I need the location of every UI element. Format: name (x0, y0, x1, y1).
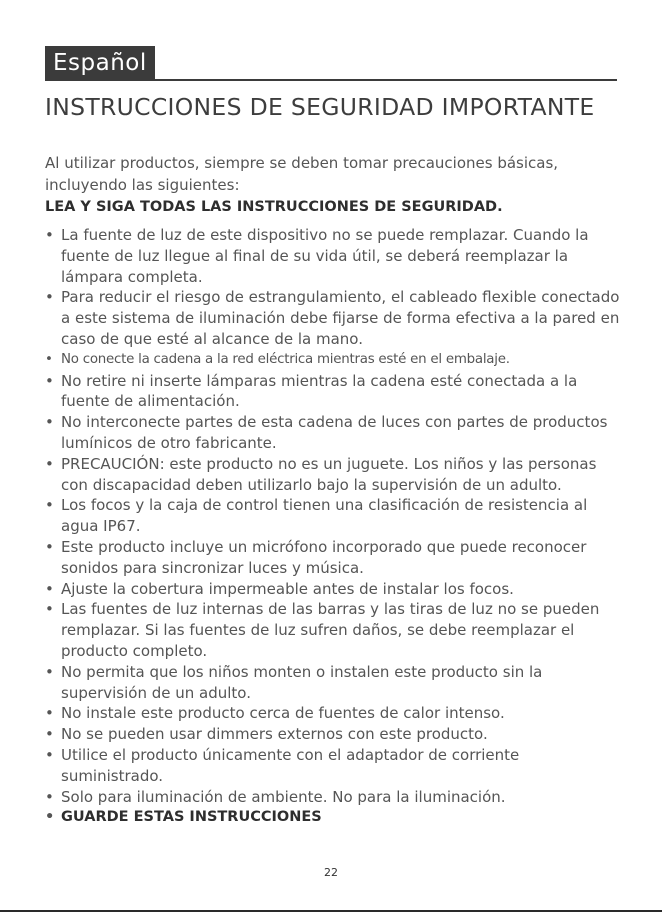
list-item: • No permita que los niños monten o instalen este producto sin la supervisión de un adulto. (45, 662, 620, 704)
list-item: • PRECAUCIÓN: este producto no es un juguete. Los niños y las personas con discapacidad deben utilizarlo bajo la supervisión de un adulto. (45, 454, 620, 496)
list-item: • Este producto incluye un micrófono incorporado que puede reconocer sonidos para sincronizar luces y música. (45, 537, 620, 579)
list-item: • Ajuste la cobertura impermeable antes de instalar los focos. (45, 579, 620, 600)
list-item: • No interconecte partes de esta cadena de luces con partes de productos lumínicos de otro fabricante. (45, 412, 620, 454)
list-item: • No conecte la cadena a la red eléctrica mientras esté en el embalaje. (45, 350, 620, 371)
list-item: • Los focos y la caja de control tienen una clasificación de resistencia al agua IP67. (45, 495, 620, 537)
list-item: • GUARDE ESTAS INSTRUCCIONES (45, 807, 620, 828)
list-item: • Para reducir el riesgo de estrangulamiento, el cableado flexible conectado a este sistema de iluminación debe fijarse de forma efectiva a la pared en caso de que esté al alcance de la mano. (45, 287, 620, 349)
intro-emphasis: LEA Y SIGA TODAS LAS INSTRUCCIONES DE SEGURIDAD. (45, 199, 503, 215)
list-item: • La fuente de luz de este dispositivo no se puede remplazar. Cuando la fuente de luz llegue al final de su vida útil, se deberá reemplazar la lámpara completa. (45, 225, 620, 287)
page-title: INSTRUCCIONES DE SEGURIDAD IMPORTANTE (45, 93, 595, 121)
list-item: • Utilice el producto únicamente con el adaptador de corriente suministrado. (45, 745, 620, 787)
section-rule (45, 79, 617, 81)
list-item: • No retire ni inserte lámparas mientras la cadena esté conectada a la fuente de alimentación. (45, 371, 620, 413)
list-item: • No se pueden usar dimmers externos con este producto. (45, 724, 620, 745)
bottom-rule (0, 910, 662, 912)
list-item: • Las fuentes de luz internas de las barras y las tiras de luz no se pueden remplazar. Si las fuentes de luz sufren daños, se debe reemplazar el producto completo. (45, 599, 620, 661)
page-number: 22 (324, 866, 338, 879)
language-tab: Español (45, 46, 155, 80)
intro-paragraph: Al utilizar productos, siempre se deben tomar precauciones básicas, incluyendo las siguientes: (45, 154, 559, 194)
safety-list (45, 225, 620, 828)
list-item: • Solo para iluminación de ambiente. No para la iluminación. (45, 787, 620, 808)
intro-text (45, 152, 625, 218)
list-item: • No instale este producto cerca de fuentes de calor intenso. (45, 703, 620, 724)
